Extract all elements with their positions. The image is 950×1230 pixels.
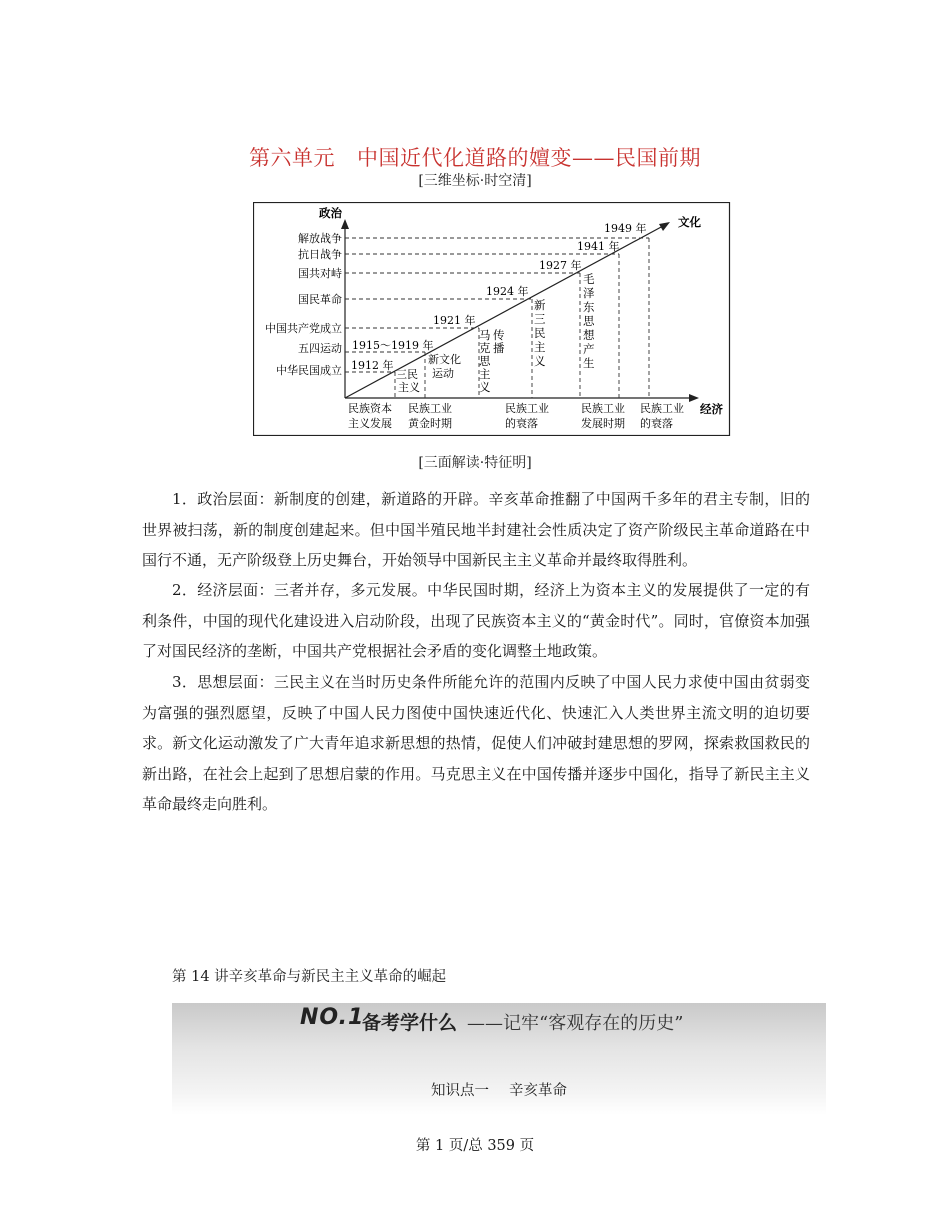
y-label: 抗日战争	[298, 248, 342, 261]
culture-newculture: 新文化运动	[428, 353, 461, 380]
timeline-diagram	[253, 202, 731, 436]
unit-topic: 中国近代化道路的嬗变——民国前期	[357, 146, 701, 170]
year-label: 1924 年	[486, 285, 529, 298]
paragraph-thought: 3．思想层面：三民主义在当时历史条件所能允许的范围内反映了中国人民力求使中国由贫弱变为富强的强烈愿望，反映了中国人民力图使中国快速近代化、快速汇入人类世界主流文明的迫切要求。新文化运动激发了广大青年追求新思想的热情，促使人们冲破封建思想的罗网，探索救国救民的新出路，在社会上起到了思想启蒙的作用。马克思主义在中国传播并逐步中国化，指导了新民主主义革命最终走向胜利。	[142, 673, 810, 813]
y-label: 中华民国成立	[276, 364, 342, 377]
year-label: 1941 年	[577, 240, 620, 253]
knowledge-point-title: 辛亥革命	[509, 1083, 567, 1099]
year-label: 1921 年	[433, 314, 476, 327]
axis-politics: 政治	[319, 206, 342, 220]
culture-marxism-a: 马克思主义	[479, 328, 491, 394]
banner-number: NO.1	[300, 1005, 365, 1030]
year-label: 1912 年	[351, 359, 394, 372]
year-label: 1915～1919 年	[352, 339, 434, 352]
axis-economy: 经济	[700, 402, 723, 416]
knowledge-point-heading	[172, 1079, 826, 1100]
unit-title	[0, 142, 950, 172]
y-label: 解放战争	[298, 232, 342, 245]
year-label: 1949 年	[604, 222, 647, 235]
econ-5: 民族工业的衰落	[640, 402, 684, 430]
culture-sanmin: 三民主义	[396, 368, 420, 394]
y-label: 五四运动	[298, 342, 342, 355]
year-label: 1927 年	[539, 259, 582, 272]
paragraph-politics: 1．政治层面：新制度的创建，新道路的开辟。辛亥革命推翻了中国两千多年的君主专制，旧的世界被扫荡，新的制度创建起来。但中国半殖民地半封建社会性质决定了资产阶级民主革命道路在中国行不通，无产阶级登上历史舞台，开始领导中国新民主主义革命并最终取得胜利。	[142, 490, 810, 569]
y-label: 国民革命	[298, 293, 342, 306]
lecture-title: 第 14 讲辛亥革命与新民主主义革命的崛起	[172, 969, 447, 985]
culture-newsanmin: 新三民主义	[534, 298, 546, 368]
banner-subtitle: ——记牢“客观存在的历史”	[467, 1013, 684, 1034]
section-banner	[172, 1003, 826, 1115]
culture-marxism-b: 传播	[493, 328, 505, 355]
section-heading-interpretation: [三面解读·特征明]	[418, 455, 532, 471]
y-label: 国共对峙	[298, 267, 342, 280]
banner-main-title: 备考学什么	[362, 1012, 458, 1034]
y-label: 中国共产党成立	[265, 322, 342, 335]
section-heading-coordinates: [三维坐标·时空清]	[418, 173, 532, 189]
econ-4: 民族工业发展时期	[581, 402, 625, 430]
unit-number: 第六单元	[249, 146, 335, 170]
econ-3: 民族工业的衰落	[505, 402, 549, 430]
page-footer: 第 1 页/总 359 页	[415, 1138, 535, 1154]
econ-2: 民族工业黄金时期	[408, 402, 452, 430]
paragraph-economy: 2．经济层面：三者并存，多元发展。中华民国时期，经济上为资本主义的发展提供了一定的有利条件，中国的现代化建设进入启动阶段，出现了民族资本主义的“黄金时代”。同时，官僚资本加强了对国民经济的垄断，中国共产党根据社会矛盾的变化调整土地政策。	[142, 581, 810, 660]
culture-mao: 毛泽东思想产生	[583, 272, 595, 370]
knowledge-point-label: 知识点一	[431, 1083, 489, 1099]
econ-1: 民族资本主义发展	[348, 402, 392, 430]
axis-culture: 文化	[678, 215, 701, 229]
